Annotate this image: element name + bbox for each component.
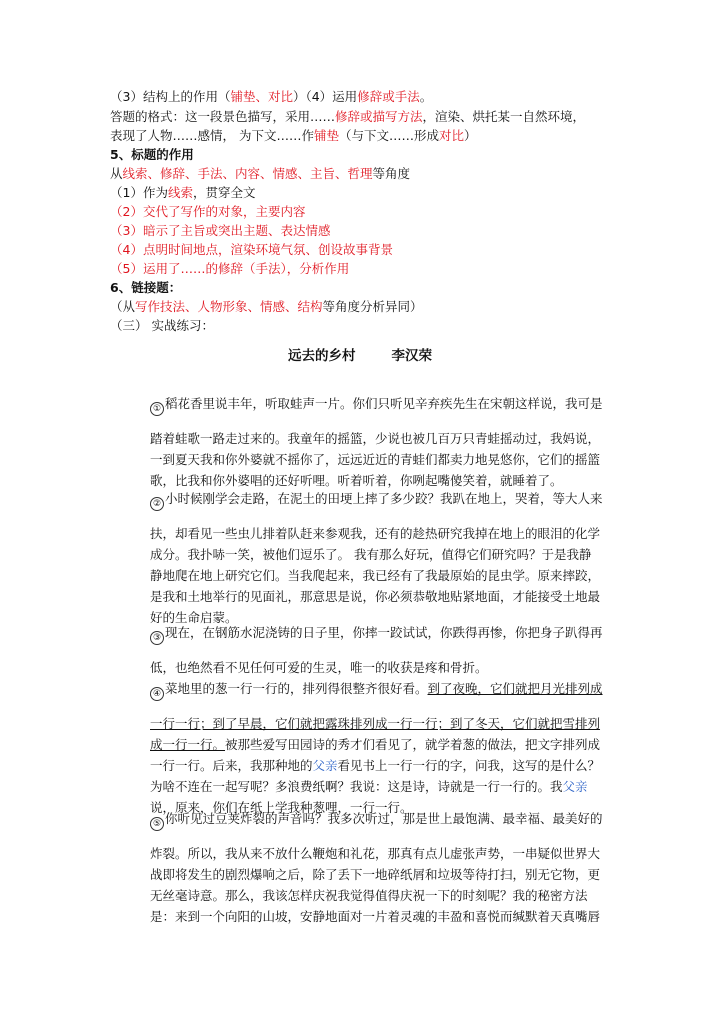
highlight-father-2: 父亲 [562,779,588,794]
paragraph-number-3: ③ [150,631,164,645]
note-link-angles: （从写作技法、人物形象、情感、结构等角度分析异同） [110,299,423,314]
paragraph-2: ② 小时候刚学会走路，在泥土的田埂上摔了多少跤？我趴在地上，哭着，等大人来 扶，却看见一些虫儿排着队赶来参观我，还有的趁热研究我掉在地上的眼泪的化学 成分。我扑哧一笑，被他们逗乐了。 我有那么好玩，值得它们研究吗？于是我静 静地爬在地上研究它们。当我爬起来，我已经有了我最原始的昆虫学。原来摔跤， 是我和土地举行的见面礼，那意思是说，你必须恭敬地贴紧地面，才能接受土地最 好的生命启蒙。 [150,491,603,625]
paragraph-3: ③ 现在，在钢筋水泥浇铸的日子里，你摔一跤试试，你跌得再惨，你把身子趴得再 低，也绝然看不见任何可爱的生灵，唯一的收获是疼和骨折。 [150,625,603,675]
highlight-father-1: 父亲 [312,758,338,773]
paragraph-number-1: ① [150,402,164,416]
note-structure-line: （3）结构上的作用（铺垫、对比）（4）运用修辞或手法。 [110,89,433,104]
paragraph-4: ④ 菜地里的葱一行一行的，排列得很整齐很好看。到了夜晚，它们就把月光排列成 一行一行；到了早晨，它们就把露珠排列成一行一行；到了冬天，它们就把雪排列 成一行一行。被那些爱写田园诗的秀才们看见了，就学着葱的做法，把文字排列成 一行一行。后来，我那种地的父亲看见书上一行一行的字，问我，这写的是什么？ 为啥不连在一起写呢？多浪费纸啊？我说：这是诗，诗就是一行一行的。我父亲 说，原来，你们在纸上学我种葱哩，一行一行。 [150,681,603,815]
article-title-line [0,344,720,364]
practice-heading: （三） 实战练习： [110,318,214,333]
paragraph-number-5: ⑤ [150,817,164,831]
article-title: 远去的乡村 [288,348,356,364]
note-item-4: （4）点明时间地点，渲染环境气氛、创设故事背景 [110,242,393,257]
paragraph-5: ⑤ 你听见过豆荚炸裂的声音吗？我多次听过，那是世上最饱满、最幸福、最美好的 炸裂。所以，我从来不放什么鞭炮和礼花，那真有点儿虚张声势，一串疑似世界大 战即将发生的剧烈爆响之后，除了丢下一地碎纸屑和垃圾等待打扫，别无它物，更 无丝毫诗意。那么，我该怎样庆祝我觉得值得庆祝一下的时刻呢？我的秘密方法 是：来到一个向阳的山坡，安静地面对一片着灵魂的丰盈和喜悦而缄默着天真嘴唇 [150,811,603,924]
paragraph-number-4: ④ [150,687,164,701]
note-item-5: （5）运用了……的修辞（手法），分析作用 [110,261,350,276]
note-item-3: （3）暗示了主旨或突出主题、表达情感 [110,223,331,238]
underlined-sentence: 到了夜晚，它们就把月光排列成 [427,681,603,696]
heading-link-question: 6、链接题： [110,280,182,295]
note-answer-format-line2: 表现了人物……感情， 为下文……作铺垫（与下文……形成对比） [110,128,477,143]
note-title-angles: 从线索、修辞、手法、内容、情感、主旨、哲理等角度 [110,166,411,181]
note-item-1: （1）作为线索，贯穿全文 [110,185,256,200]
paragraph-number-2: ② [150,497,164,511]
note-item-2: （2）交代了写作的对象，主要内容 [110,204,306,219]
note-answer-format-line1: 答题的格式：这一段景色描写，采用……修辞或描写方法，渲染、烘托某一自然环境， [110,109,586,124]
heading-title-function: 5、标题的作用 [110,147,194,162]
article-author: 李汉荣 [391,348,432,364]
paragraph-1: ① 稻花香里说丰年，听取蛙声一片。你们只听见辛弃疾先生在宋朝这样说，我可是 踏着蛙歌一路走过来的。我童年的摇篮，少说也被几百万只青蛙摇动过，我妈说， 一到夏天我和你外婆就不摇你了，远远近近的青蛙们都卖力地晃悠你，它们的摇篮 歌，比我和你外婆唱的还好听哩。听着听着，你咧起嘴傻笑着，就睡着了。 [150,396,603,488]
